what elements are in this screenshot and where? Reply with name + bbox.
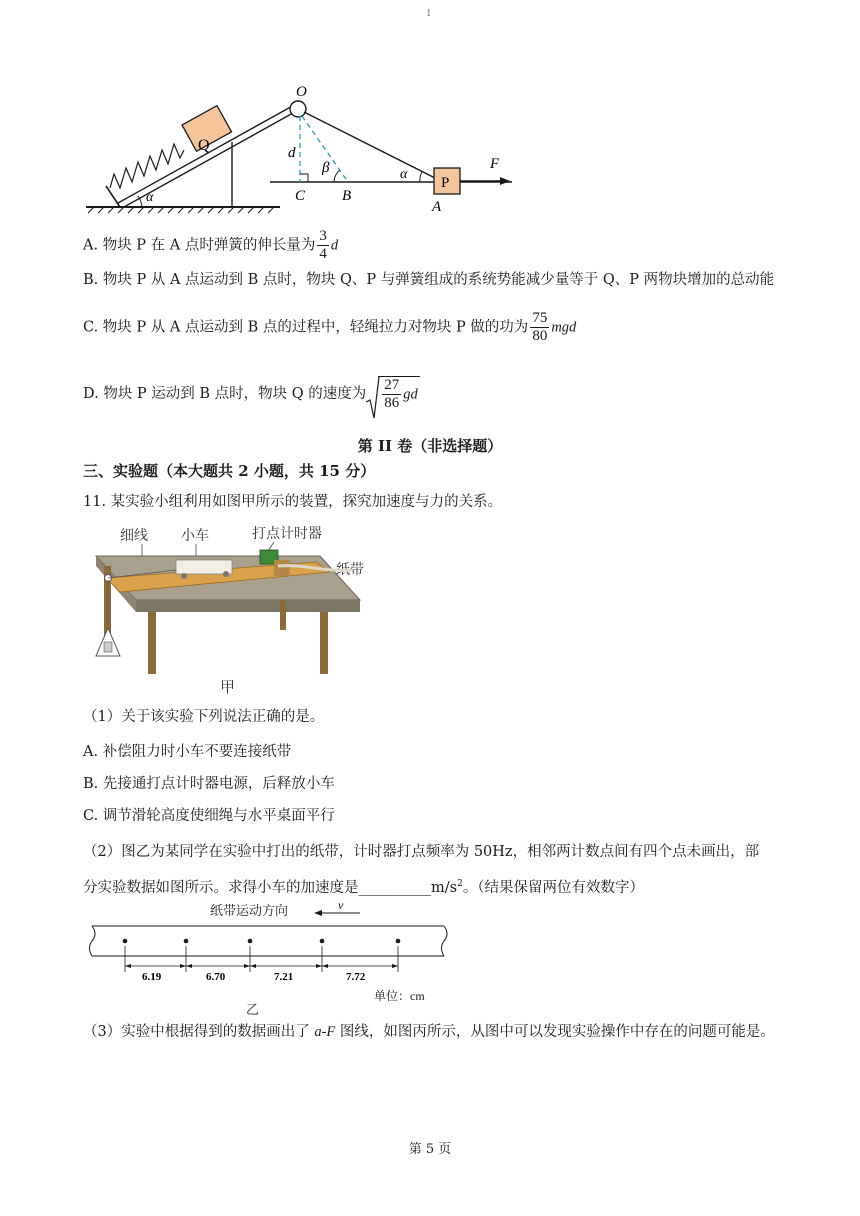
q11-part3-text: （3）实验中根据得到的数据画出了	[83, 1024, 315, 1040]
segment-3: 7.21	[274, 971, 294, 983]
figure-jia-apparatus	[84, 520, 384, 700]
option-D	[83, 376, 420, 412]
answer-blank[interactable]: __________	[358, 879, 431, 896]
label-B: B	[342, 188, 352, 204]
q11-stem: 11. 某实验小组利用如图甲所示的装置，探究加速度与力的关系。	[83, 494, 503, 510]
q11-part1-option-A: A. 补偿阻力时小车不要连接纸带	[83, 744, 292, 760]
label-d: d	[288, 145, 296, 161]
q11-part2-line2	[83, 874, 644, 898]
volume-title: 第 II 卷（非选择题）	[357, 437, 503, 455]
label-P: P	[441, 175, 450, 191]
q11-part3	[83, 1022, 775, 1042]
unit-sup: 2	[457, 879, 463, 889]
caption-jia: 甲	[220, 680, 236, 696]
frac-num: 3	[319, 228, 327, 244]
label-xixian: 细线	[120, 529, 148, 544]
frac-den: 86	[384, 395, 400, 411]
label-v: v	[338, 898, 344, 912]
frac-den: 4	[319, 246, 327, 262]
frac-num: 75	[532, 310, 548, 326]
q11-part2-text: 分实验数据如图所示。求得小车的加速度是	[83, 879, 359, 896]
option-D-text: D. 物块 P 运动到 B 点时，物块 Q 的速度为	[83, 386, 367, 402]
label-F: F	[490, 156, 500, 172]
segment-1: 6.19	[142, 971, 162, 983]
figure-incline-pulley	[80, 80, 520, 215]
figure-yi-tape	[84, 898, 456, 1016]
option-C-text: C. 物块 P 从 A 点运动到 B 点的过程中，轻绳拉力对物块 P 做的功为	[83, 319, 529, 336]
segment-2: 6.70	[206, 971, 226, 983]
label-alpha-left: α	[146, 190, 154, 205]
sqrt-sign	[366, 376, 380, 420]
option-C	[83, 310, 576, 345]
q11-part2-note: 。（结果保留两位有效数字）	[462, 879, 645, 896]
label-unit: 单位：cm	[374, 989, 425, 1003]
option-A-var: d	[330, 237, 339, 254]
label-O: O	[296, 84, 307, 100]
unit: m/s	[431, 879, 458, 896]
label-Q: Q	[198, 137, 210, 154]
option-B: B. 物块 P 从 A 点运动到 B 点时，物块 Q、P 与弹簧组成的系统势能减少量等于 Q、P 两物块增加的总动能	[83, 272, 775, 288]
page-footer: 第 5 页	[408, 1142, 452, 1157]
caption-yi: 乙	[246, 1002, 260, 1016]
frac-num: 27	[384, 377, 400, 393]
label-C: C	[295, 188, 306, 204]
q11-part1-option-B: B. 先接通打点计时器电源，后释放小车	[83, 776, 335, 792]
section-title: 三、实验题（本大题共 2 小题，共 15 分）	[83, 462, 376, 480]
label-zhidai: 纸带	[336, 563, 364, 578]
q11-part3-text-end: 图线，如图丙所示，从图中可以发现实验操作中存在的问题可能是。	[335, 1024, 775, 1040]
header-mark: 1	[426, 9, 432, 19]
sqrt-expression	[366, 376, 420, 412]
label-timer: 打点计时器	[252, 527, 322, 542]
fraction-3-4	[317, 228, 329, 263]
fraction-75-80	[530, 310, 549, 345]
frac-den: 80	[532, 328, 548, 344]
label-A: A	[432, 199, 442, 215]
q11-part2-line1: （2）图乙为某同学在实验中打出的纸带，计时器打点频率为 50Hz，相邻两计数点间有四个点未画出，部	[83, 844, 760, 860]
label-xiaoche: 小车	[181, 529, 209, 544]
label-direction: 纸带运动方向	[210, 903, 289, 918]
option-A-text: A. 物块 P 在 A 点时弹簧的伸长量为	[83, 237, 316, 254]
option-C-var: mgd	[551, 319, 577, 336]
option-A	[83, 228, 338, 263]
q11-part3-var: a-F	[314, 1024, 336, 1040]
label-beta: β	[322, 160, 330, 176]
option-D-var: gd	[403, 386, 418, 403]
label-alpha-right: α	[400, 167, 408, 182]
q11-part1-question: （1）关于该实验下列说法正确的是。	[83, 709, 325, 725]
q11-part1-option-C: C. 调节滑轮高度使细绳与水平桌面平行	[83, 808, 335, 824]
segment-4: 7.72	[346, 971, 366, 983]
